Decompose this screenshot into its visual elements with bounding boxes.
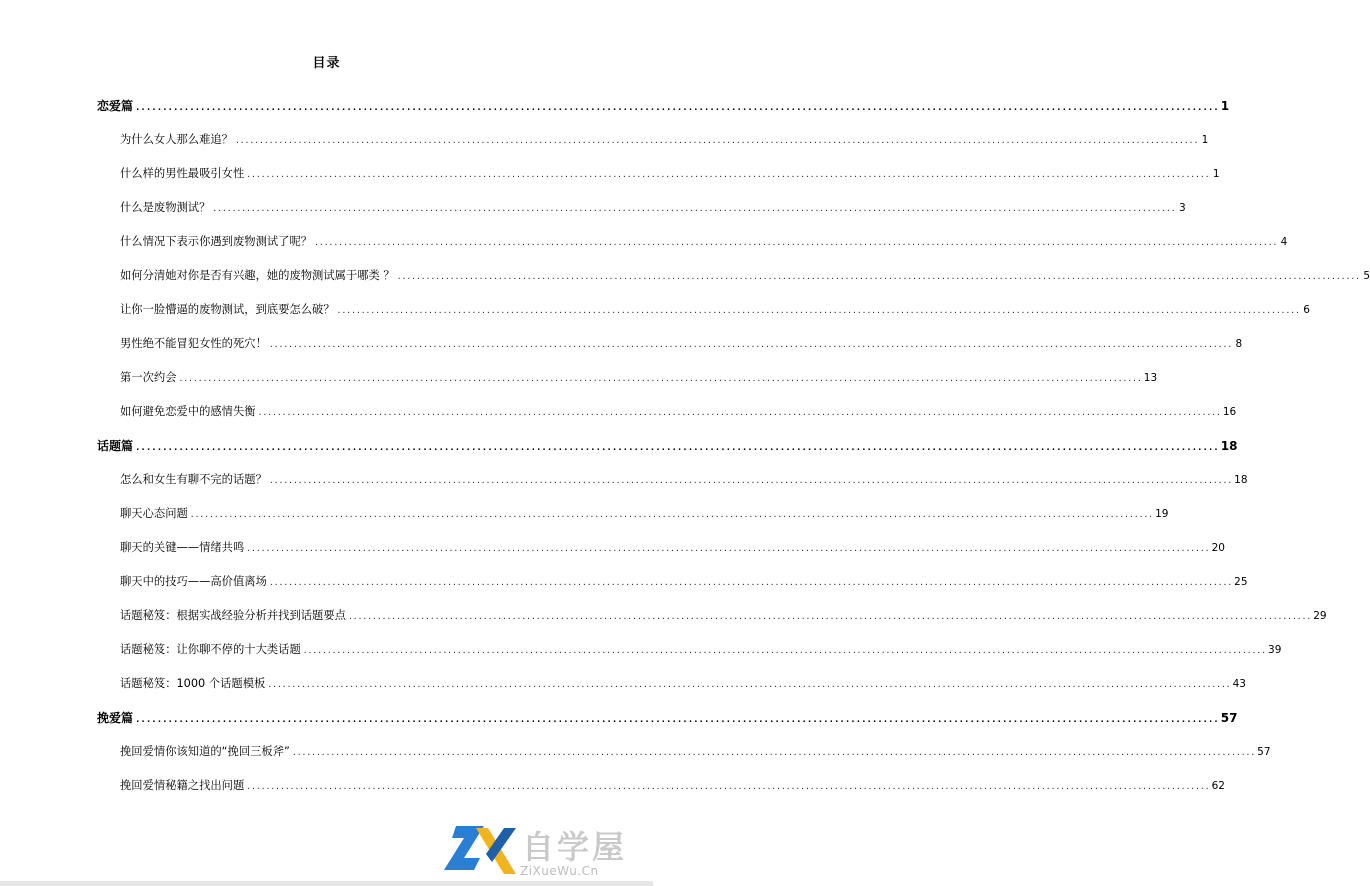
toc-section-entry[interactable] (120, 642, 1282, 658)
toc-section-entry[interactable] (120, 234, 1288, 250)
toc-entry-page-number: 3 (1178, 202, 1186, 214)
toc-dot-leader: ........................................................................................................................................................................................................ (135, 103, 1219, 113)
toc-entry-page-number: 4 (1280, 236, 1288, 248)
toc-dot-leader: ........................................................................................................................................................................................................ (267, 680, 1231, 689)
toc-entry-label: 话题秘笈：1000 个话题模板 (120, 677, 266, 690)
toc-dot-leader: ........................................................................................................................................................................................................ (178, 374, 1142, 383)
toc-entry-label: 第一次约会 (120, 371, 177, 384)
toc-dot-leader: ........................................................................................................................................................................................................ (246, 782, 1210, 791)
toc-section-entry[interactable] (120, 302, 1310, 318)
toc-section-entry[interactable] (120, 268, 1370, 284)
toc-dot-leader: ........................................................................................................................................................................................................ (189, 510, 1154, 519)
toc-chapter-entry[interactable] (97, 438, 1238, 454)
toc-section-entry[interactable] (120, 336, 1243, 352)
toc-entry-page-number: 18 (1234, 474, 1248, 486)
zixuewu-watermark-logo (440, 818, 653, 886)
toc-section-entry[interactable] (120, 608, 1327, 624)
toc-dot-leader: ........................................................................................................................................................................................................ (234, 136, 1199, 145)
toc-section-entry[interactable] (120, 744, 1271, 760)
toc-dot-leader: ........................................................................................................................................................................................................ (135, 443, 1219, 453)
toc-entry-page-number: 29 (1313, 610, 1327, 622)
logo-text-cn: 自学屋 (522, 828, 628, 866)
toc-entry-page-number: 43 (1232, 678, 1246, 690)
toc-entry-page-number: 1 (1220, 99, 1230, 113)
toc-chapter-entry[interactable] (97, 98, 1230, 114)
toc-entry-page-number: 25 (1234, 576, 1248, 588)
toc-section-entry[interactable] (120, 404, 1237, 420)
toc-entry-page-number: 57 (1257, 746, 1271, 758)
toc-entry-page-number: 18 (1220, 439, 1238, 453)
toc-dot-leader: ........................................................................................................................................................................................................ (246, 544, 1210, 553)
toc-dot-leader: ........................................................................................................................................................................................................ (314, 238, 1278, 247)
toc-entry-page-number: 8 (1235, 338, 1243, 350)
toc-dot-leader: ........................................................................................................................................................................................................ (291, 748, 1256, 757)
toc-section-entry[interactable] (120, 472, 1248, 488)
toc-entry-page-number: 39 (1268, 644, 1282, 656)
toc-dot-leader: ........................................................................................................................................................................................................ (336, 306, 1300, 315)
toc-section-entry[interactable] (120, 676, 1246, 692)
toc-dot-leader: ........................................................................................................................................................................................................ (257, 408, 1221, 417)
toc-entry-label: 恋爱篇 (97, 99, 134, 113)
toc-entry-label: 聊天心态问题 (120, 507, 188, 520)
toc-section-entry[interactable] (120, 132, 1209, 148)
toc-dot-leader: ........................................................................................................................................................................................................ (135, 715, 1219, 725)
toc-section-entry[interactable] (120, 200, 1186, 216)
toc-entry-page-number: 57 (1220, 711, 1238, 725)
toc-dot-leader: ........................................................................................................................................................................................................ (268, 578, 1233, 587)
toc-entry-label: 挽回爱情你该知道的“挽回三板斧” (120, 745, 290, 758)
toc-entry-label: 让你一脸懵逼的废物测试，到底要怎么破？ (120, 303, 335, 316)
toc-entry-label: 话题秘笈：让你聊不停的十大类话题 (120, 643, 301, 656)
toc-entry-page-number: 6 (1303, 304, 1310, 316)
page-bottom-edge (0, 881, 653, 886)
logo-text-en: ZiXueWu.Cn (520, 864, 599, 878)
toc-dot-leader: ........................................................................................................................................................................................................ (302, 646, 1267, 655)
toc-entry-page-number: 1 (1201, 134, 1209, 146)
toc-entry-label: 话题篇 (97, 439, 134, 453)
toc-entry-label: 为什么女人那么难追？ (120, 133, 233, 146)
toc-entry-label: 什么是废物测试？ (120, 201, 211, 214)
toc-dot-leader: ........................................................................................................................................................................................................ (268, 340, 1233, 349)
toc-section-entry[interactable] (120, 574, 1248, 590)
toc-entry-label: 如何分清她对你是否有兴趣，她的废物测试属于哪类 ？ (120, 269, 395, 282)
toc-entry-label: 怎么和女生有聊不完的话题？ (120, 473, 267, 486)
toc-section-entry[interactable] (120, 540, 1225, 556)
toc-dot-leader: ........................................................................................................................................................................................................ (396, 272, 1360, 281)
toc-chapter-entry[interactable] (97, 710, 1238, 726)
toc-entry-page-number: 5 (1363, 270, 1370, 282)
toc-entry-page-number: 62 (1211, 780, 1225, 792)
toc-entry-label: 什么样的男性最吸引女性 (120, 167, 245, 180)
toc-section-entry[interactable] (120, 778, 1225, 794)
toc-dot-leader: ........................................................................................................................................................................................................ (268, 476, 1233, 485)
toc-entry-page-number: 13 (1143, 372, 1158, 384)
toc-entry-label: 聊天中的技巧——高价值离场 (120, 575, 267, 588)
toc-entry-label: 聊天的关键——情绪共鸣 (120, 541, 245, 554)
toc-entry-label: 如何避免恋爱中的感情失衡 (120, 405, 256, 418)
toc-entry-page-number: 20 (1211, 542, 1225, 554)
toc-entry-label: 挽回爱情秘籍之找出问题 (120, 779, 245, 792)
toc-entry-label: 话题秘笈：根据实战经验分析并找到话题要点 (120, 609, 346, 622)
toc-entry-label: 什么情况下表示你遇到废物测试了呢？ (120, 235, 313, 248)
toc-dot-leader: ........................................................................................................................................................................................................ (246, 170, 1210, 179)
toc-section-entry[interactable] (120, 370, 1158, 386)
zx-logo-icon (440, 818, 520, 882)
toc-entry-page-number: 16 (1222, 406, 1237, 418)
toc-entry-label: 男性绝不能冒犯女性的死穴！ (120, 337, 267, 350)
toc-entry-page-number: 1 (1212, 168, 1220, 180)
toc-dot-leader: ........................................................................................................................................................................................................ (212, 204, 1176, 213)
toc-entry-page-number: 19 (1155, 508, 1169, 520)
toc-entry-label: 挽爱篇 (97, 711, 134, 725)
toc-title: 目录 (312, 56, 341, 71)
toc-dot-leader: ........................................................................................................................................................................................................ (347, 612, 1312, 621)
toc-section-entry[interactable] (120, 506, 1169, 522)
toc-section-entry[interactable] (120, 166, 1220, 182)
